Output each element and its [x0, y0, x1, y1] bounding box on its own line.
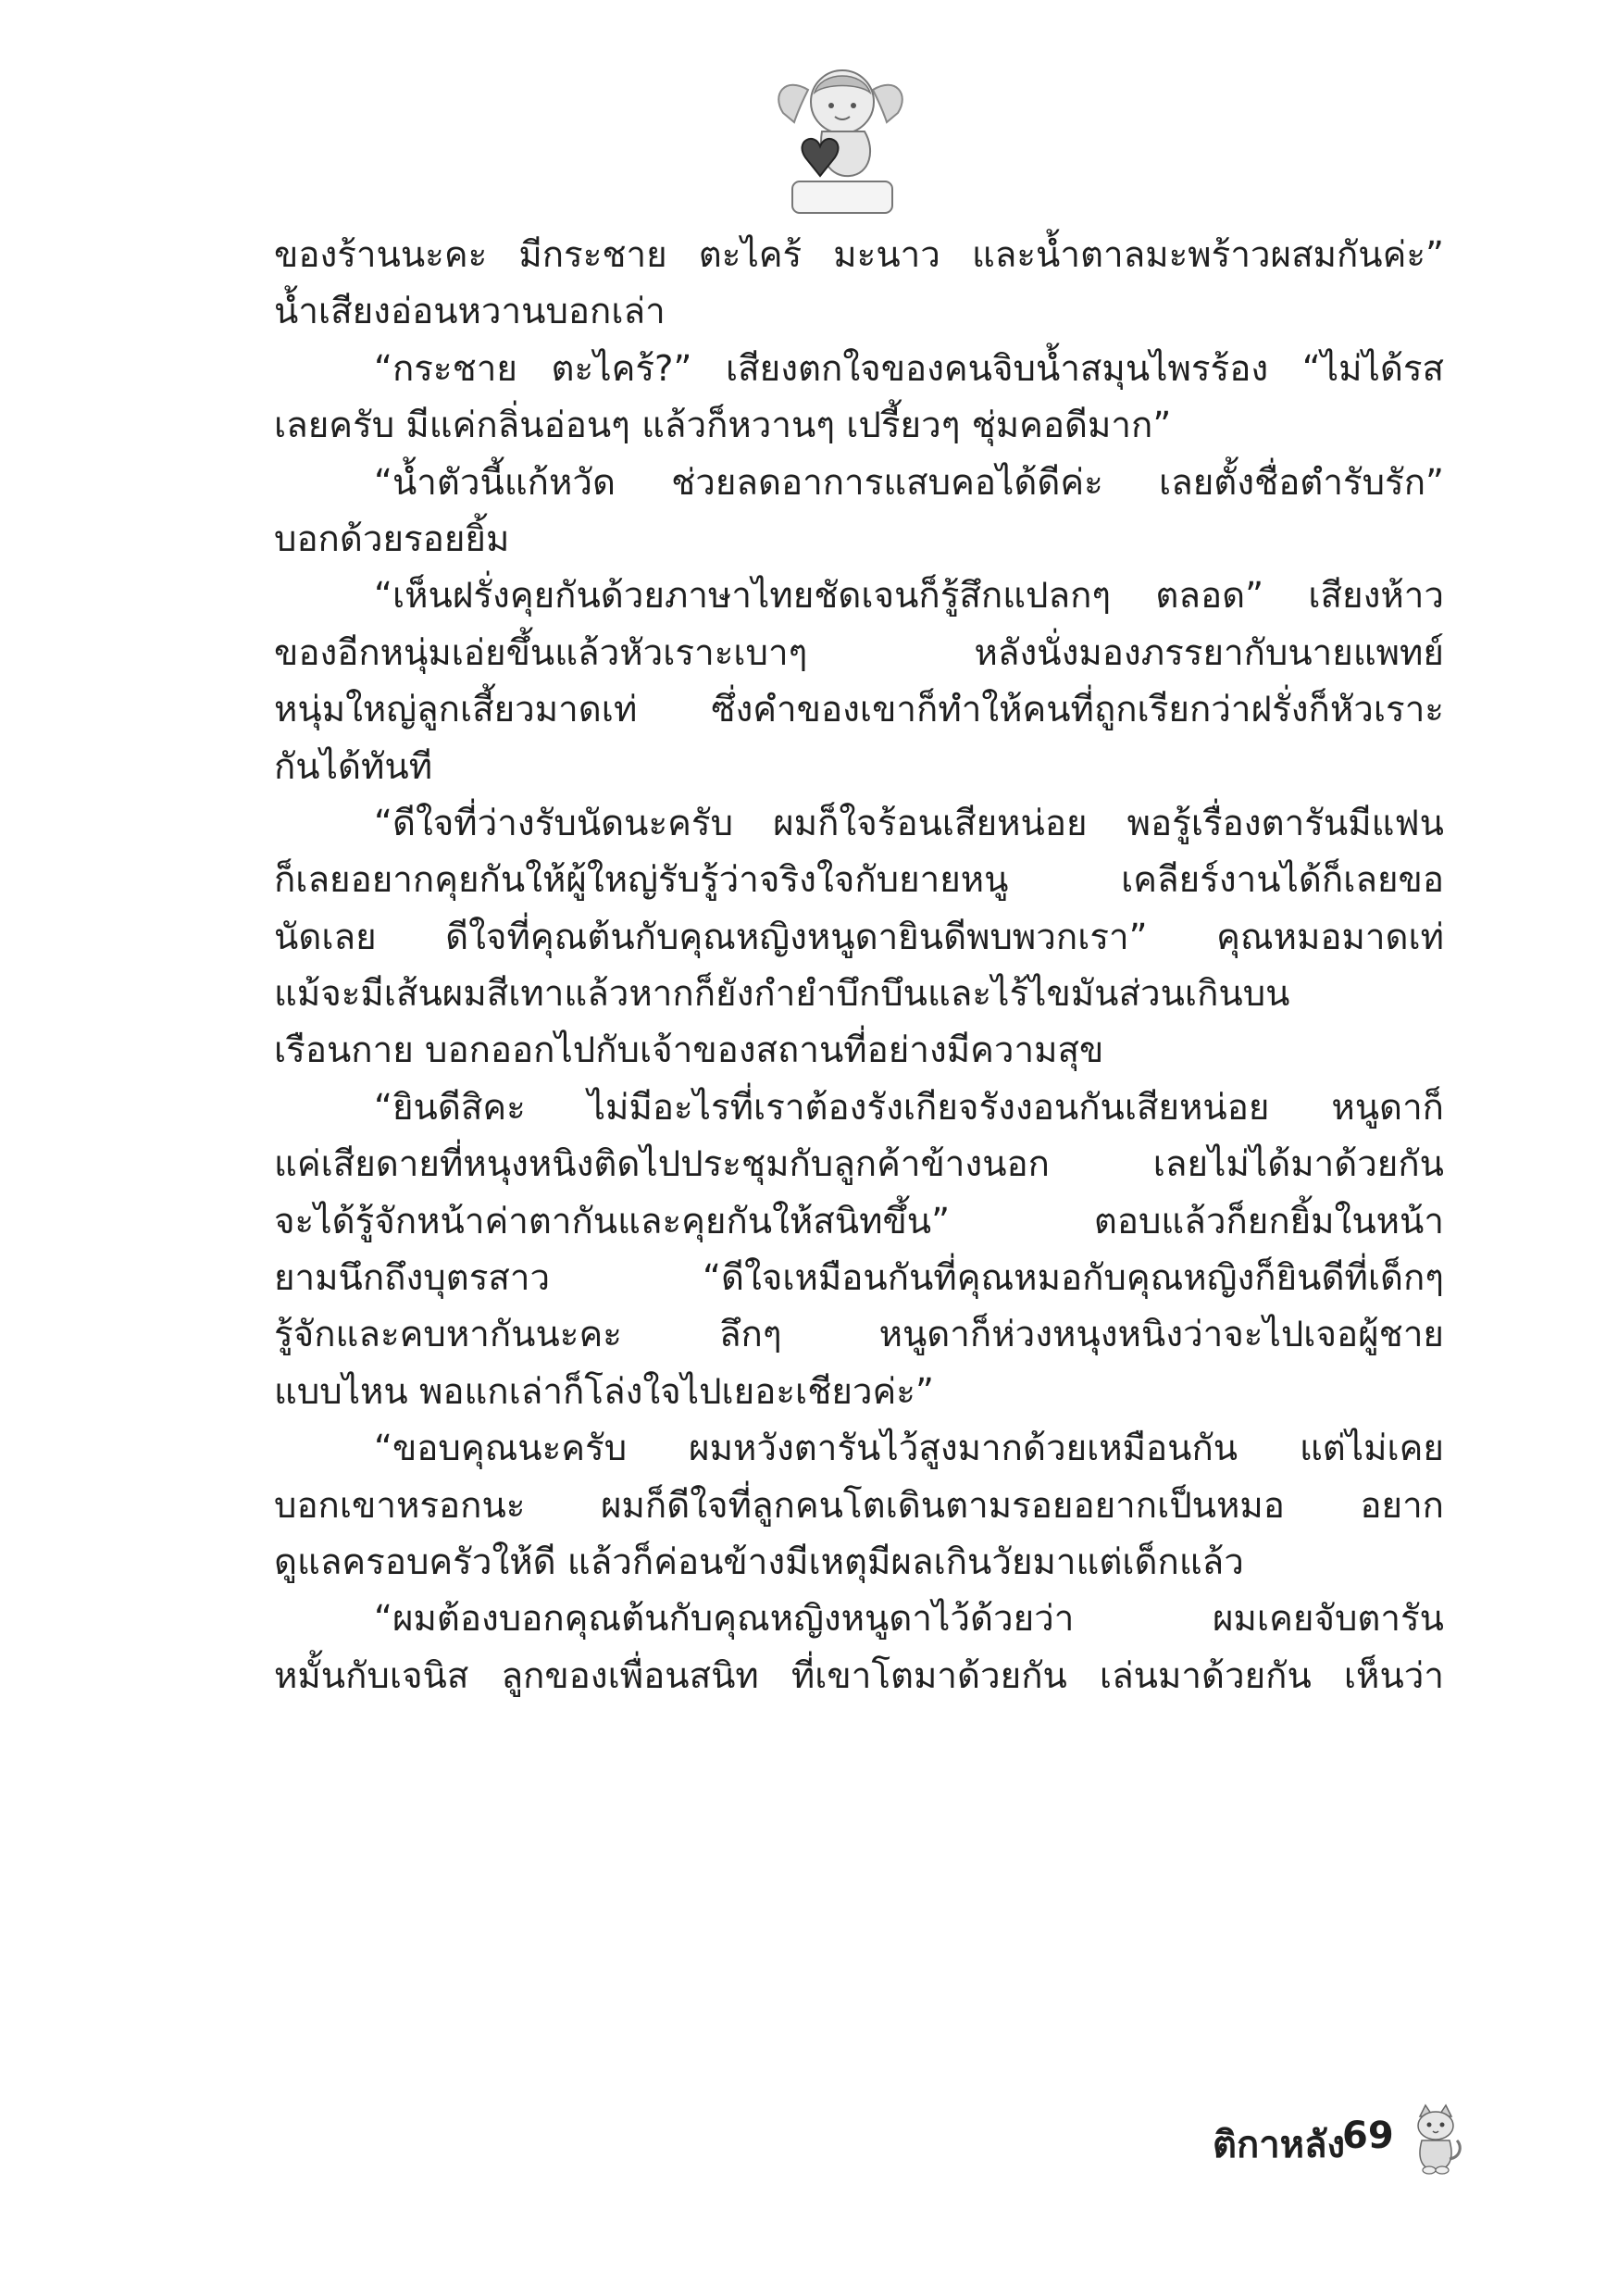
text-line: “ผมต้องบอกคุณต้นกับคุณหญิงหนูดาไว้ด้วยว่า ผมเคยจับตารัน	[374, 1598, 1444, 1641]
page-number: 69	[1342, 2115, 1394, 2157]
text-line: รู้จักและคบหากันนะคะ ลึกๆ หนูดาก็ห่วงหนุงหนิงว่าจะไปเจอผู้ชาย	[274, 1314, 1444, 1356]
page-footer	[1203, 2103, 1481, 2187]
text-line: “ขอบคุณนะครับ ผมหวังตารันไว้สูงมากด้วยเหมือนกัน แต่ไม่เคย	[374, 1428, 1444, 1470]
text-line: ยามนึกถึงบุตรสาว “ดีใจเหมือนกันที่คุณหมอกับคุณหญิงก็ยินดีที่เด็กๆ	[274, 1257, 1444, 1300]
text-line: แม้จะมีเส้นผมสีเทาแล้วหากก็ยังกำยำบึกบึนและไร้ไขมันส่วนเกินบน	[274, 973, 1290, 1016]
text-line: บอกด้วยรอยยิ้ม	[274, 518, 510, 560]
text-line: หนุ่มใหญ่ลูกเสี้ยวมาดเท่ ซึ่งคำของเขาก็ทำให้คนที่ถูกเรียกว่าฝรั่งก็หัวเราะ	[274, 689, 1444, 731]
text-line: แค่เสียดายที่หนุงหนิงติดไปประชุมกับลูกค้าข้างนอก เลยไม่ได้มาด้วยกัน	[274, 1143, 1444, 1186]
text-line: หมั้นกับเจนิส ลูกของเพื่อนสนิท ที่เขาโตมาด้วยกัน เล่นมาด้วยกัน เห็นว่า	[274, 1654, 1444, 1697]
text-line: ของร้านนะคะ มีกระชาย ตะไคร้ มะนาว และน้ำตาลมะพร้าวผสมกันค่ะ”	[274, 234, 1444, 276]
text-line: ของอีกหนุ่มเอ่ยขึ้นแล้วหัวเราะเบาๆ หลังนั่งมองภรรยากับนายแพทย์	[274, 631, 1444, 674]
text-line: “น้ำตัวนี้แก้หวัด ช่วยลดอาการแสบคอได้ดีค่ะ เลยตั้งชื่อตำรับรัก”	[374, 461, 1444, 504]
text-line: “เห็นฝรั่งคุยกันด้วยภาษาไทยชัดเจนก็รู้สึกแปลกๆ ตลอด” เสียงห้าว	[374, 575, 1444, 618]
text-line: “ยินดีสิคะ ไม่มีอะไรที่เราต้องรังเกียจรังงอนกันเสียหน่อย หนูดาก็	[374, 1086, 1444, 1129]
text-line: จะได้รู้จักหน้าค่าตากันและคุยกันให้สนิทขึ้น” ตอบแล้วก็ยกยิ้มในหน้า	[274, 1200, 1444, 1242]
text-line: บอกเขาหรอกนะ ผมก็ดีใจที่ลูกคนโตเดินตามรอยอยากเป็นหมอ อยาก	[274, 1484, 1444, 1527]
kitten-icon	[1407, 2103, 1464, 2176]
text-line: “ดีใจที่ว่างรับนัดนะครับ ผมก็ใจร้อนเสียหน่อย พอรู้เรื่องตารันมีแฟน	[374, 802, 1444, 844]
text-line: เลยครับ มีแค่กลิ่นอ่อนๆ แล้วก็หวานๆ เปรี้ยวๆ ชุ่มคอดีมาก”	[274, 405, 1172, 447]
text-line: นัดเลย ดีใจที่คุณต้นกับคุณหญิงหนูดายินดีพบพวกเรา” คุณหมอมาดเท่	[274, 916, 1444, 958]
text-line: เรือนกาย บอกออกไปกับเจ้าของสถานที่อย่างมีความสุข	[274, 1029, 1104, 1072]
body-text	[274, 227, 1444, 1704]
text-line: น้ำเสียงอ่อนหวานบอกเล่า	[274, 291, 666, 333]
text-line: “กระชาย ตะไคร้?” เสียงตกใจของคนจิบน้ำสมุนไพรร้อง “ไม่ได้รส	[374, 347, 1444, 390]
text-line: แบบไหน พอแกเล่าก็โล่งใจไปเยอะเชียวค่ะ”	[274, 1370, 934, 1413]
text-line: ดูแลครอบครัวให้ดี แล้วก็ค่อนข้างมีเหตุมีผลเกินวัยมาแต่เด็กแล้ว	[274, 1541, 1244, 1583]
text-line: กันได้ทันที	[274, 745, 433, 788]
book-title: ติกาหลัง	[1213, 2124, 1346, 2166]
text-line: ก็เลยอยากคุยกันให้ผู้ใหญ่รับรู้ว่าจริงใจกับยายหนู เคลียร์งานได้ก็เลยขอ	[274, 859, 1444, 902]
cupid-heart-icon	[766, 57, 915, 219]
